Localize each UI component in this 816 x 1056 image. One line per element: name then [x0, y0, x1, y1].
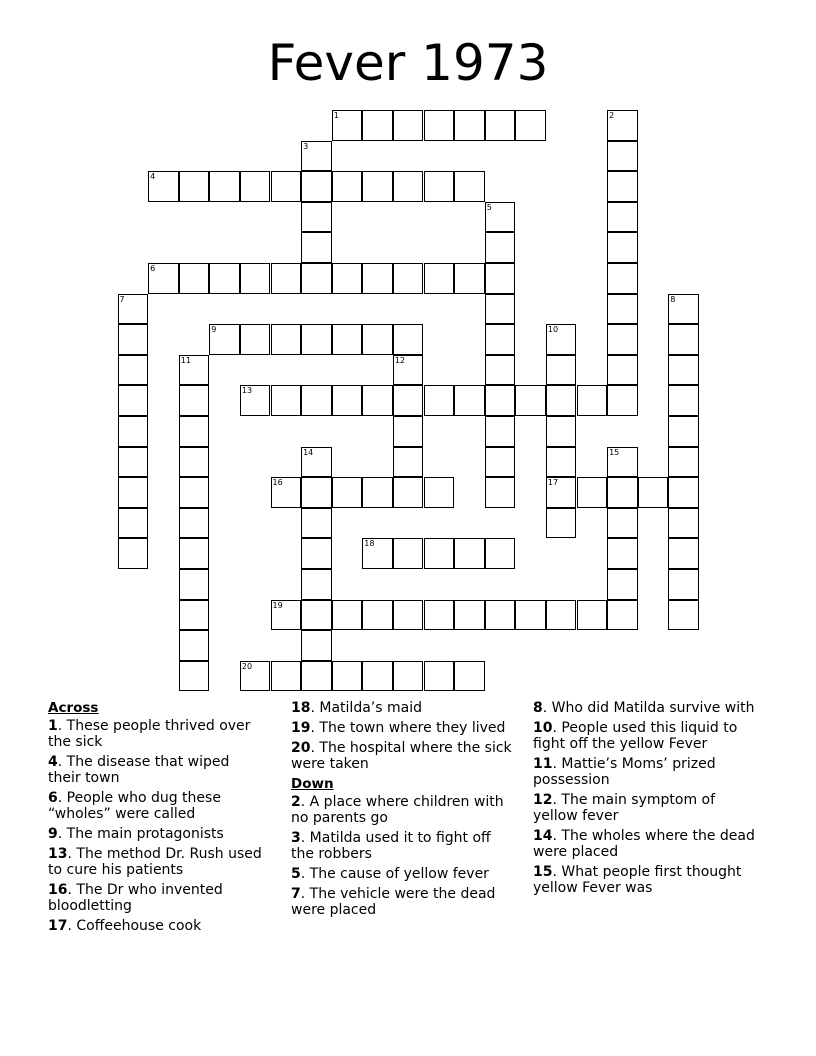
- grid-cell[interactable]: [118, 355, 149, 386]
- grid-cell[interactable]: [638, 477, 669, 508]
- grid-cell[interactable]: [577, 385, 608, 416]
- grid-cell[interactable]: [362, 324, 393, 355]
- grid-cell[interactable]: [393, 600, 424, 631]
- clue-across-4: 4. The disease that wiped their town: [48, 754, 230, 786]
- grid-cell[interactable]: [485, 477, 516, 508]
- grid-cell[interactable]: [485, 355, 516, 386]
- clue-column-1: [48, 700, 263, 938]
- grid-cell[interactable]: [424, 477, 455, 508]
- grid-cell[interactable]: [668, 600, 699, 631]
- grid-cell[interactable]: [301, 630, 332, 661]
- clue-number-label: 5: [291, 866, 301, 882]
- grid-cell[interactable]: [607, 171, 638, 202]
- grid-cell[interactable]: [393, 447, 424, 478]
- grid-cell[interactable]: [301, 171, 332, 202]
- grid-cell[interactable]: [240, 324, 271, 355]
- grid-cell[interactable]: [179, 385, 210, 416]
- clue-number-label: 3: [291, 830, 301, 846]
- clue-number-label: 18: [291, 700, 311, 716]
- grid-cell[interactable]: [362, 110, 393, 141]
- grid-cell[interactable]: [454, 385, 485, 416]
- clue-down-10: 10. People used this liquid to fight off the yellow Fever: [533, 720, 738, 752]
- grid-cell[interactable]: [607, 569, 638, 600]
- grid-cell[interactable]: [179, 447, 210, 478]
- grid-cell[interactable]: [301, 447, 332, 478]
- grid-cell[interactable]: [393, 661, 424, 692]
- grid-cell[interactable]: [454, 600, 485, 631]
- grid-cell[interactable]: [607, 447, 638, 478]
- grid-cell[interactable]: [301, 232, 332, 263]
- grid-cell[interactable]: [148, 171, 179, 202]
- clue-text: The main symptom of yellow fever: [533, 792, 716, 824]
- clue-down-5: 5. The cause of yellow fever: [291, 866, 489, 882]
- grid-cell[interactable]: [546, 508, 577, 539]
- clue-number-label: 11: [533, 756, 553, 772]
- puzzle-title: Fever 1973: [267, 34, 549, 92]
- clue-text: The method Dr. Rush used to cure his patients: [48, 846, 262, 878]
- grid-cell[interactable]: [607, 202, 638, 233]
- grid-cell[interactable]: [179, 263, 210, 294]
- clue-down-11: 11. Mattie’s Moms’ prized possession: [533, 756, 716, 788]
- grid-cell[interactable]: [546, 355, 577, 386]
- clue-text: The main protagonists: [66, 826, 224, 842]
- clue-number-label: 15: [533, 864, 553, 880]
- grid-cell[interactable]: [179, 661, 210, 692]
- grid-cell[interactable]: [393, 110, 424, 141]
- clue-text: People used this liquid to fight off the yellow Fever: [533, 720, 738, 752]
- grid-cell[interactable]: [607, 141, 638, 172]
- clue-number-label: 1: [48, 718, 58, 734]
- clue-text: Matilda’s maid: [319, 700, 422, 716]
- clue-down-14: 14. The wholes where the dead were placed: [533, 828, 755, 860]
- grid-cell[interactable]: [485, 538, 516, 569]
- grid-cell[interactable]: [607, 110, 638, 141]
- clue-number-label: 9: [48, 826, 58, 842]
- grid-cell[interactable]: [332, 324, 363, 355]
- clue-number-label: 12: [533, 792, 553, 808]
- grid-cell[interactable]: [332, 171, 363, 202]
- clue-number: 3: [303, 141, 309, 151]
- grid-cell[interactable]: [393, 324, 424, 355]
- clue-number-label: 17: [48, 918, 68, 934]
- grid-cell[interactable]: [485, 600, 516, 631]
- grid-cell[interactable]: [301, 324, 332, 355]
- grid-cell[interactable]: [301, 600, 332, 631]
- grid-cell[interactable]: [607, 232, 638, 263]
- grid-cell[interactable]: [179, 538, 210, 569]
- clue-across-6: 6. People who dug these “wholes” were called: [48, 790, 221, 822]
- grid-cell[interactable]: [362, 263, 393, 294]
- grid-cell[interactable]: [424, 171, 455, 202]
- grid-cell[interactable]: [209, 324, 240, 355]
- grid-cell[interactable]: [179, 630, 210, 661]
- grid-cell[interactable]: [271, 385, 302, 416]
- clue-number: 17: [547, 478, 559, 488]
- clue-down-8: 8. Who did Matilda survive with: [533, 700, 755, 716]
- clue-column-2: [291, 700, 513, 922]
- grid-cell[interactable]: [362, 600, 393, 631]
- grid-cell[interactable]: [454, 661, 485, 692]
- clue-down-15: 15. What people first thought yellow Fever was: [533, 864, 742, 896]
- grid-cell[interactable]: [301, 477, 332, 508]
- clue-number: 13: [241, 386, 253, 396]
- grid-cell[interactable]: [485, 263, 516, 294]
- grid-cell[interactable]: [301, 661, 332, 692]
- grid-cell[interactable]: [332, 477, 363, 508]
- clue-number-label: 8: [533, 700, 543, 716]
- grid-cell[interactable]: [515, 600, 546, 631]
- grid-cell[interactable]: [485, 110, 516, 141]
- grid-cell[interactable]: [485, 202, 516, 233]
- grid-cell[interactable]: [179, 171, 210, 202]
- grid-cell[interactable]: [301, 263, 332, 294]
- grid-cell[interactable]: [179, 355, 210, 386]
- grid-cell[interactable]: [148, 263, 179, 294]
- clue-across-20: 20. The hospital where the sick were taken: [291, 740, 512, 772]
- grid-cell[interactable]: [454, 538, 485, 569]
- grid-cell[interactable]: [485, 232, 516, 263]
- clue-number: 7: [119, 294, 125, 304]
- grid-cell[interactable]: [485, 416, 516, 447]
- grid-cell[interactable]: [668, 324, 699, 355]
- grid-cell[interactable]: [240, 385, 271, 416]
- clue-down-12: 12. The main symptom of yellow fever: [533, 792, 716, 824]
- clue-number-label: 6: [48, 790, 58, 806]
- clue-column-3: [533, 700, 759, 900]
- grid-cell[interactable]: [179, 416, 210, 447]
- grid-cell[interactable]: [118, 447, 149, 478]
- clue-down-3: 3. Matilda used it to fight off the robbers: [291, 830, 491, 862]
- down-heading: Down: [291, 776, 334, 792]
- clue-text: People who dug these “wholes” were called: [48, 790, 221, 822]
- grid-cell[interactable]: [668, 538, 699, 569]
- grid-cell[interactable]: [485, 385, 516, 416]
- grid-cell[interactable]: [546, 447, 577, 478]
- grid-cell[interactable]: [362, 661, 393, 692]
- clue-number-label: 16: [48, 882, 68, 898]
- grid-cell[interactable]: [393, 477, 424, 508]
- grid-cell[interactable]: [607, 538, 638, 569]
- clue-text: What people first thought yellow Fever was: [533, 864, 742, 896]
- grid-cell[interactable]: [118, 508, 149, 539]
- clue-number: 12: [394, 355, 406, 365]
- grid-cell[interactable]: [209, 263, 240, 294]
- grid-cell[interactable]: [332, 110, 363, 141]
- grid-cell[interactable]: [393, 416, 424, 447]
- clue-number: 18: [364, 539, 375, 549]
- clue-down-2: 2. A place where children with no parents go: [291, 794, 504, 826]
- grid-cell[interactable]: [362, 385, 393, 416]
- clue-number-label: 7: [291, 886, 301, 902]
- grid-cell[interactable]: [607, 263, 638, 294]
- grid-cell[interactable]: [362, 171, 393, 202]
- grid-cell[interactable]: [607, 324, 638, 355]
- clue-number: 15: [609, 447, 620, 457]
- grid-cell[interactable]: [271, 477, 302, 508]
- clue-across-19: 19. The town where they lived: [291, 720, 506, 736]
- grid-cell[interactable]: [668, 355, 699, 386]
- clue-across-9: 9. The main protagonists: [48, 826, 224, 842]
- grid-cell[interactable]: [546, 600, 577, 631]
- grid-cell[interactable]: [118, 324, 149, 355]
- grid-cell[interactable]: [271, 171, 302, 202]
- clue-text: The Dr who invented bloodletting: [48, 882, 223, 914]
- grid-cell[interactable]: [424, 661, 455, 692]
- grid-cell[interactable]: [179, 569, 210, 600]
- grid-cell[interactable]: [332, 661, 363, 692]
- clue-number-label: 10: [533, 720, 553, 736]
- clue-number: 2: [609, 111, 615, 120]
- clue-number: 8: [670, 294, 676, 304]
- grid-cell[interactable]: [424, 538, 455, 569]
- grid-cell[interactable]: [301, 569, 332, 600]
- clue-number: 10: [547, 325, 559, 335]
- clue-number-label: 4: [48, 754, 58, 770]
- clue-number: 14: [303, 447, 314, 457]
- grid-cell[interactable]: [271, 263, 302, 294]
- grid-cell[interactable]: [209, 171, 240, 202]
- grid-cell[interactable]: [301, 538, 332, 569]
- clue-number: 5: [486, 202, 492, 212]
- grid-cell[interactable]: [668, 416, 699, 447]
- grid-cell[interactable]: [607, 600, 638, 631]
- grid-cell[interactable]: [668, 294, 699, 325]
- grid-cell[interactable]: [301, 508, 332, 539]
- clue-across-18: 18. Matilda’s maid: [291, 700, 422, 716]
- clue-text: A place where children with no parents go: [291, 794, 504, 826]
- grid-cell[interactable]: [546, 416, 577, 447]
- grid-cell[interactable]: [271, 661, 302, 692]
- grid-cell[interactable]: [424, 263, 455, 294]
- grid-cell[interactable]: [607, 477, 638, 508]
- clue-text: The wholes where the dead were placed: [533, 828, 755, 860]
- grid-cell[interactable]: [118, 385, 149, 416]
- clue-number-label: 2: [291, 794, 301, 810]
- grid-cell[interactable]: [546, 385, 577, 416]
- clue-number-label: 13: [48, 846, 68, 862]
- grid-cell[interactable]: [424, 385, 455, 416]
- grid-cell[interactable]: [332, 385, 363, 416]
- grid-cell[interactable]: [393, 538, 424, 569]
- clue-number: 11: [180, 355, 191, 365]
- grid-cell[interactable]: [179, 477, 210, 508]
- grid-cell[interactable]: [607, 385, 638, 416]
- grid-cell[interactable]: [332, 600, 363, 631]
- clue-number: 1: [333, 111, 339, 120]
- grid-cell[interactable]: [118, 294, 149, 325]
- grid-cell[interactable]: [179, 600, 210, 631]
- grid-cell[interactable]: [485, 447, 516, 478]
- clue-number: 16: [272, 478, 283, 488]
- grid-cell[interactable]: [668, 569, 699, 600]
- clue-number-label: 20: [291, 740, 311, 756]
- grid-cell[interactable]: [332, 263, 363, 294]
- clue-text: Coffeehouse cook: [76, 918, 202, 934]
- grid-cell[interactable]: [301, 141, 332, 172]
- grid-cell[interactable]: [607, 294, 638, 325]
- grid-cell[interactable]: [393, 263, 424, 294]
- grid-cell[interactable]: [393, 385, 424, 416]
- clue-across-16: 16. The Dr who invented bloodletting: [48, 882, 223, 914]
- grid-cell[interactable]: [454, 171, 485, 202]
- clue-text: The disease that wiped their town: [48, 754, 230, 786]
- grid-cell[interactable]: [454, 110, 485, 141]
- clue-number: 9: [211, 325, 217, 335]
- grid-cell[interactable]: [485, 294, 516, 325]
- grid-cell[interactable]: [607, 508, 638, 539]
- clue-across-13: 13. The method Dr. Rush used to cure his patients: [48, 846, 262, 878]
- grid-cell[interactable]: [546, 477, 577, 508]
- grid-cell[interactable]: [668, 477, 699, 508]
- grid-cell[interactable]: [577, 600, 608, 631]
- clue-text: The cause of yellow fever: [309, 866, 489, 882]
- grid-cell[interactable]: [301, 202, 332, 233]
- grid-cell[interactable]: [515, 385, 546, 416]
- grid-cell[interactable]: [118, 538, 149, 569]
- grid-cell[interactable]: [271, 600, 302, 631]
- grid-cell[interactable]: [668, 508, 699, 539]
- clue-number: 6: [150, 264, 156, 273]
- grid-cell[interactable]: [240, 661, 271, 692]
- clue-text: Who did Matilda survive with: [551, 700, 755, 716]
- grid-cell[interactable]: [485, 324, 516, 355]
- clue-number: 20: [241, 661, 253, 671]
- clue-across-17: 17. Coffeehouse cook: [48, 918, 202, 934]
- grid-cell[interactable]: [179, 508, 210, 539]
- across-heading: Across: [48, 700, 99, 716]
- grid-cell[interactable]: [607, 355, 638, 386]
- grid-cell[interactable]: [362, 538, 393, 569]
- grid-cell[interactable]: [240, 171, 271, 202]
- grid-cell[interactable]: [515, 110, 546, 141]
- clue-text: The town where they lived: [319, 720, 506, 736]
- clue-text: Mattie’s Moms’ prized possession: [533, 756, 716, 788]
- grid-cell[interactable]: [546, 324, 577, 355]
- grid-cell[interactable]: [424, 110, 455, 141]
- grid-cell[interactable]: [271, 324, 302, 355]
- grid-cell[interactable]: [668, 385, 699, 416]
- grid-cell[interactable]: [301, 385, 332, 416]
- grid-cell[interactable]: [424, 600, 455, 631]
- grid-cell[interactable]: [118, 416, 149, 447]
- clue-number: 4: [150, 172, 156, 182]
- clue-across-1: 1. These people thrived over the sick: [48, 718, 251, 750]
- grid-cell[interactable]: [393, 171, 424, 202]
- clue-text: Matilda used it to fight off the robbers: [291, 830, 491, 862]
- grid-cell[interactable]: [118, 477, 149, 508]
- clue-down-7: 7. The vehicle were the dead were placed: [291, 886, 496, 918]
- clue-number-label: 14: [533, 828, 553, 844]
- grid-cell[interactable]: [362, 477, 393, 508]
- clue-number: 19: [272, 600, 283, 610]
- clue-text: The vehicle were the dead were placed: [291, 886, 496, 918]
- grid-cell[interactable]: [240, 263, 271, 294]
- grid-cell[interactable]: [668, 447, 699, 478]
- grid-cell[interactable]: [577, 477, 608, 508]
- clue-text: The hospital where the sick were taken: [291, 740, 512, 772]
- clue-text: These people thrived over the sick: [48, 718, 251, 750]
- grid-cell[interactable]: [454, 263, 485, 294]
- clue-number-label: 19: [291, 720, 311, 736]
- grid-cell[interactable]: [393, 355, 424, 386]
